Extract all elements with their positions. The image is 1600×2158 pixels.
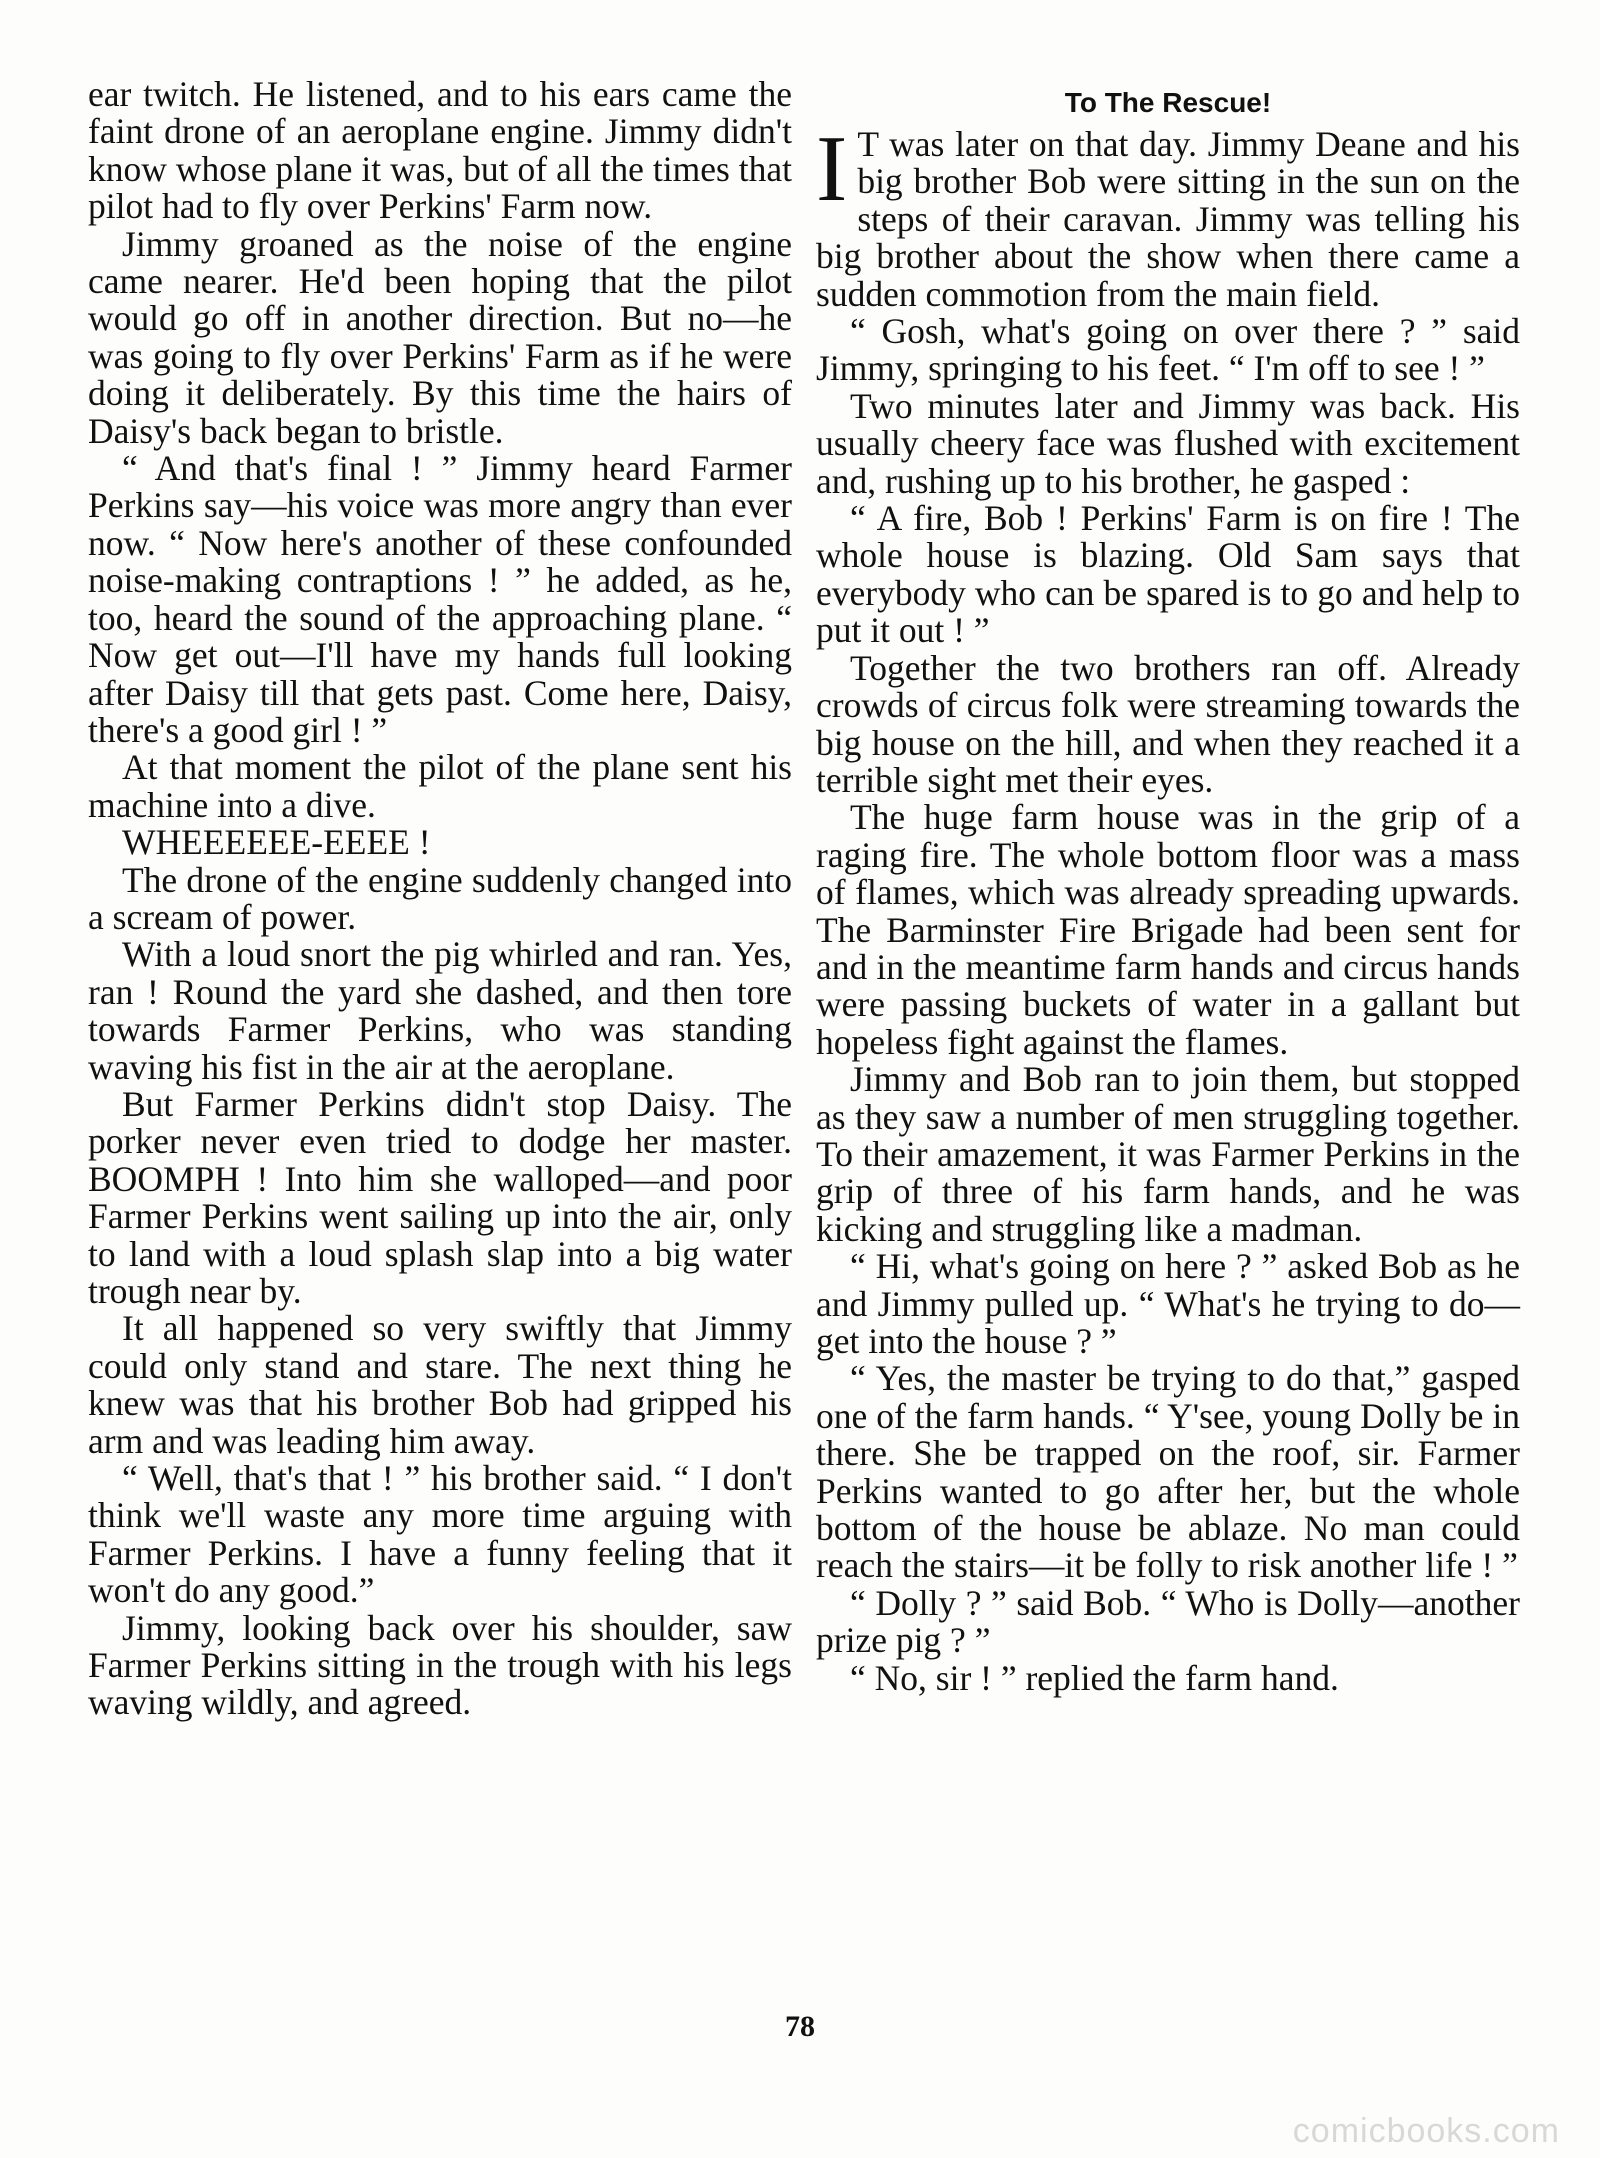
paragraph: “ No, sir ! ” replied the farm hand. [850, 1657, 1339, 1698]
paragraph: “ Hi, what's going on here ? ” asked Bob as he and Jimmy pulled up. “ What's he trying to do—get into the house ? ” [816, 1246, 1520, 1361]
section-heading: To The Rescue! [1064, 87, 1272, 118]
paragraph: “ Gosh, what's going on over there ? ” said Jimmy, springing to his feet. “ I'm off to see ! ” [816, 311, 1520, 389]
paragraph: “ A fire, Bob ! Perkins' Farm is on fire ! The whole house is blazing. Old Sam says that everybody who can be spared is to go and help to put it out ! ” [816, 498, 1520, 651]
paragraph: Two minutes later and Jimmy was back. His usually cheery face was flushed with excitement and, rushing up to his brother, he gasped : [816, 385, 1520, 501]
paragraph: “ And that's final ! ” Jimmy heard Farmer Perkins say—his voice was more angry than ever now. “ Now here's another of these confounded noise-making contraptions ! ” he added, as he, too, heard the sound of the approaching plane. “ Now get out—I'll have my hands full looking after Daisy till that gets past. Come here, Daisy, there's a good girl ! ” [88, 448, 792, 750]
paragraph: WHEEEEEE-EEEE ! [122, 822, 431, 863]
watermark: comicbooks.com [1292, 2112, 1560, 2150]
paragraph: “ Well, that's that ! ” his brother said. “ I don't think we'll waste any more time arguing with Farmer Perkins. I have a funny feeling that it won't do any good.” [88, 1458, 792, 1611]
drop-cap: I [816, 117, 848, 221]
paragraph: “ Dolly ? ” said Bob. “ Who is Dolly—another prize pig ? ” [816, 1582, 1520, 1661]
paragraph: With a loud snort the pig whirled and ran. Yes, ran ! Round the yard she dashed, and then tore towards Farmer Perkins, who was standing waving his fist in the air at the aeroplane. [88, 934, 792, 1087]
paragraph: The huge farm house was in the grip of a raging fire. The whole bottom floor was a mass of flames, which was already spreading upwards. The Barminster Fire Brigade had been sent for and in the meantime farm hands and circus hands were passing buckets of water in a gallant but hopeless fight against the flames. [816, 797, 1520, 1062]
paragraph: Jimmy groaned as the noise of the engine came nearer. He'd been hoping that the pilot would go off in another direction. But no—he was going to fly over Perkins' Farm as if he were doing it deliberately. By this time the hairs of Daisy's back began to bristle. [88, 223, 792, 451]
paragraph: The drone of the engine suddenly changed into a scream of power. [88, 859, 792, 937]
story-page [88, 76, 1520, 2016]
opening-paragraph [816, 117, 1520, 314]
right-column [816, 76, 1520, 1697]
paragraph: Together the two brothers ran off. Already crowds of circus folk were streaming towards the big house on the hill, and when they reached it a terrible sight met their eyes. [816, 647, 1520, 800]
opening-text: T was later on that day. Jimmy Deane and his big brother Bob were sitting in the sun on the steps of their caravan. Jimmy was telling his big brother about the show when there came a sudden commotion from the main field. [816, 124, 1520, 314]
paragraph: At that moment the pilot of the plane sent his machine into a dive. [88, 747, 792, 825]
paragraph: ear twitch. He listened, and to his ears came the faint drone of an aeroplane engine. Jimmy didn't know whose plane it was, but of all the times that pilot had to fly over Perkins' Farm now. [88, 74, 792, 227]
paragraph: But Farmer Perkins didn't stop Daisy. The porker never even tried to dodge her master. BOOMPH ! Into him she walloped—and poor Farmer Perkins went sailing up into the air, only to land with a loud splash slap into a big water trough near by. [88, 1083, 792, 1311]
paragraph: Jimmy, looking back over his shoulder, saw Farmer Perkins sitting in the trough with his legs waving wildly, and agreed. [88, 1607, 792, 1723]
page-number: 78 [785, 2010, 815, 2043]
left-column [88, 76, 792, 1722]
paragraph: Jimmy and Bob ran to join them, but stopped as they saw a number of men struggling together. To their amazement, it was Farmer Perkins in the grip of three of his farm hands, and he was kicking and struggling like a madman. [816, 1059, 1520, 1249]
paragraph: It all happened so very swiftly that Jimmy could only stand and stare. The next thing he knew was that his brother Bob had gripped his arm and was leading him away. [88, 1308, 792, 1461]
paragraph: “ Yes, the master be trying to do that,” gasped one of the farm hands. “ Y'see, young Dolly be in there. She be trapped on the roof, sir. Farmer Perkins wanted to go after her, but the whole bottom of the house be ablaze. No man could reach the stairs—it be folly to risk another life ! ” [816, 1358, 1520, 1586]
